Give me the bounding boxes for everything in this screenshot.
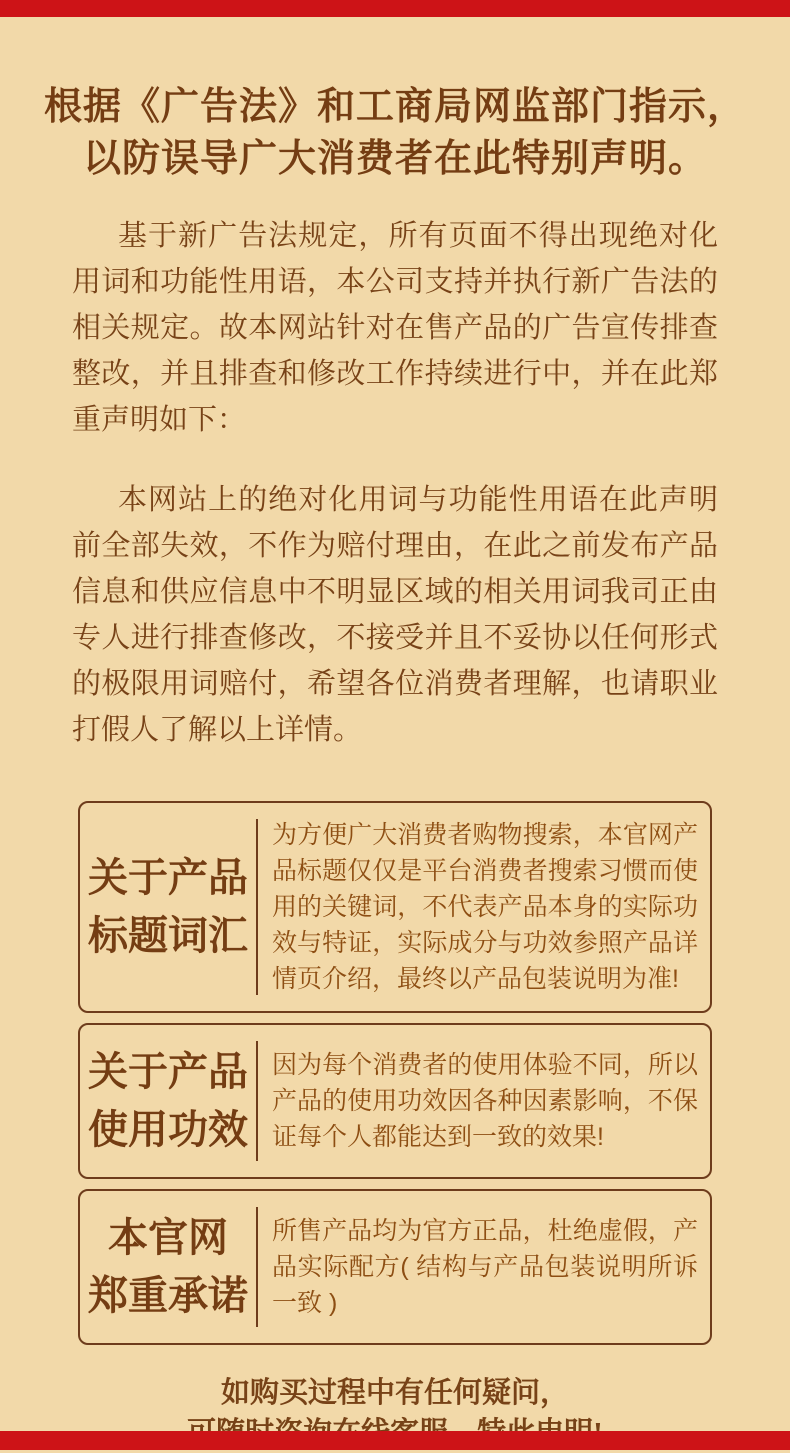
- notice-box-text: 为方便广大消费者购物搜索，本官网产品标题仅仅是平台消费者搜索习惯而使用的关键词，不代表产品本身的实际功效与特证，实际成分与功效参照产品详情页介绍，最终以产品包装说明为准!: [272, 821, 698, 993]
- notice-box-label: [80, 831, 256, 983]
- label-line1: 关于产品: [88, 1049, 248, 1094]
- label-line2: 使用功效: [88, 1107, 248, 1152]
- page-title-line1: 根据《广告法》和工商局网监部门指示，: [43, 86, 746, 128]
- page-title: [0, 81, 790, 185]
- notice-box-official-promise: [78, 1189, 712, 1345]
- label-line2: 郑重承诺: [88, 1273, 248, 1318]
- notice-box-label: [80, 1191, 256, 1343]
- bottom-red-bar: [0, 1431, 790, 1450]
- label-line1: 本官网: [108, 1215, 228, 1260]
- footer-line1: 如购买过程中有任何疑问，: [220, 1377, 569, 1409]
- intro-paragraph-2: 本网站上的绝对化用词与功能性用语在此声明前全部失效，不作为赔付理由，在此之前发布产品信息和供应信息中不明显区域的相关用词我司正由专人进行排查修改，不接受并且不妥协以任何形式的极限用词赔付，希望各位消费者理解，也请职业打假人了解以上详情。: [72, 484, 718, 746]
- notice-box-label: [80, 1025, 256, 1177]
- notice-box-text: 因为每个消费者的使用体验不同，所以产品的使用功效因各种因素影响，不保证每个人都能达到一致的效果!: [272, 1051, 698, 1151]
- label-line1: 关于产品: [88, 855, 248, 900]
- notice-boxes: [78, 801, 712, 1345]
- notice-box-product-title: [78, 801, 712, 1013]
- intro-paragraph-1: 基于新广告法规定，所有页面不得出现绝对化用词和功能性用语，本公司支持并执行新广告法的相关规定。故本网站针对在售产品的广告宣传排查整改，并且排查和修改工作持续进行中，并在此郑重声明如下：: [72, 220, 718, 436]
- label-line2: 标题词汇: [88, 913, 248, 958]
- notice-box-text: 所售产品均为官方正品，杜绝虚假，产品实际配方( 结构与产品包装说明所诉一致 ): [272, 1217, 698, 1317]
- notice-box-product-effect: [78, 1023, 712, 1179]
- page-title-line2: 以防误导广大消费者在此特别声明。: [82, 138, 707, 180]
- top-red-bar: [0, 0, 790, 17]
- intro-section: [72, 213, 718, 753]
